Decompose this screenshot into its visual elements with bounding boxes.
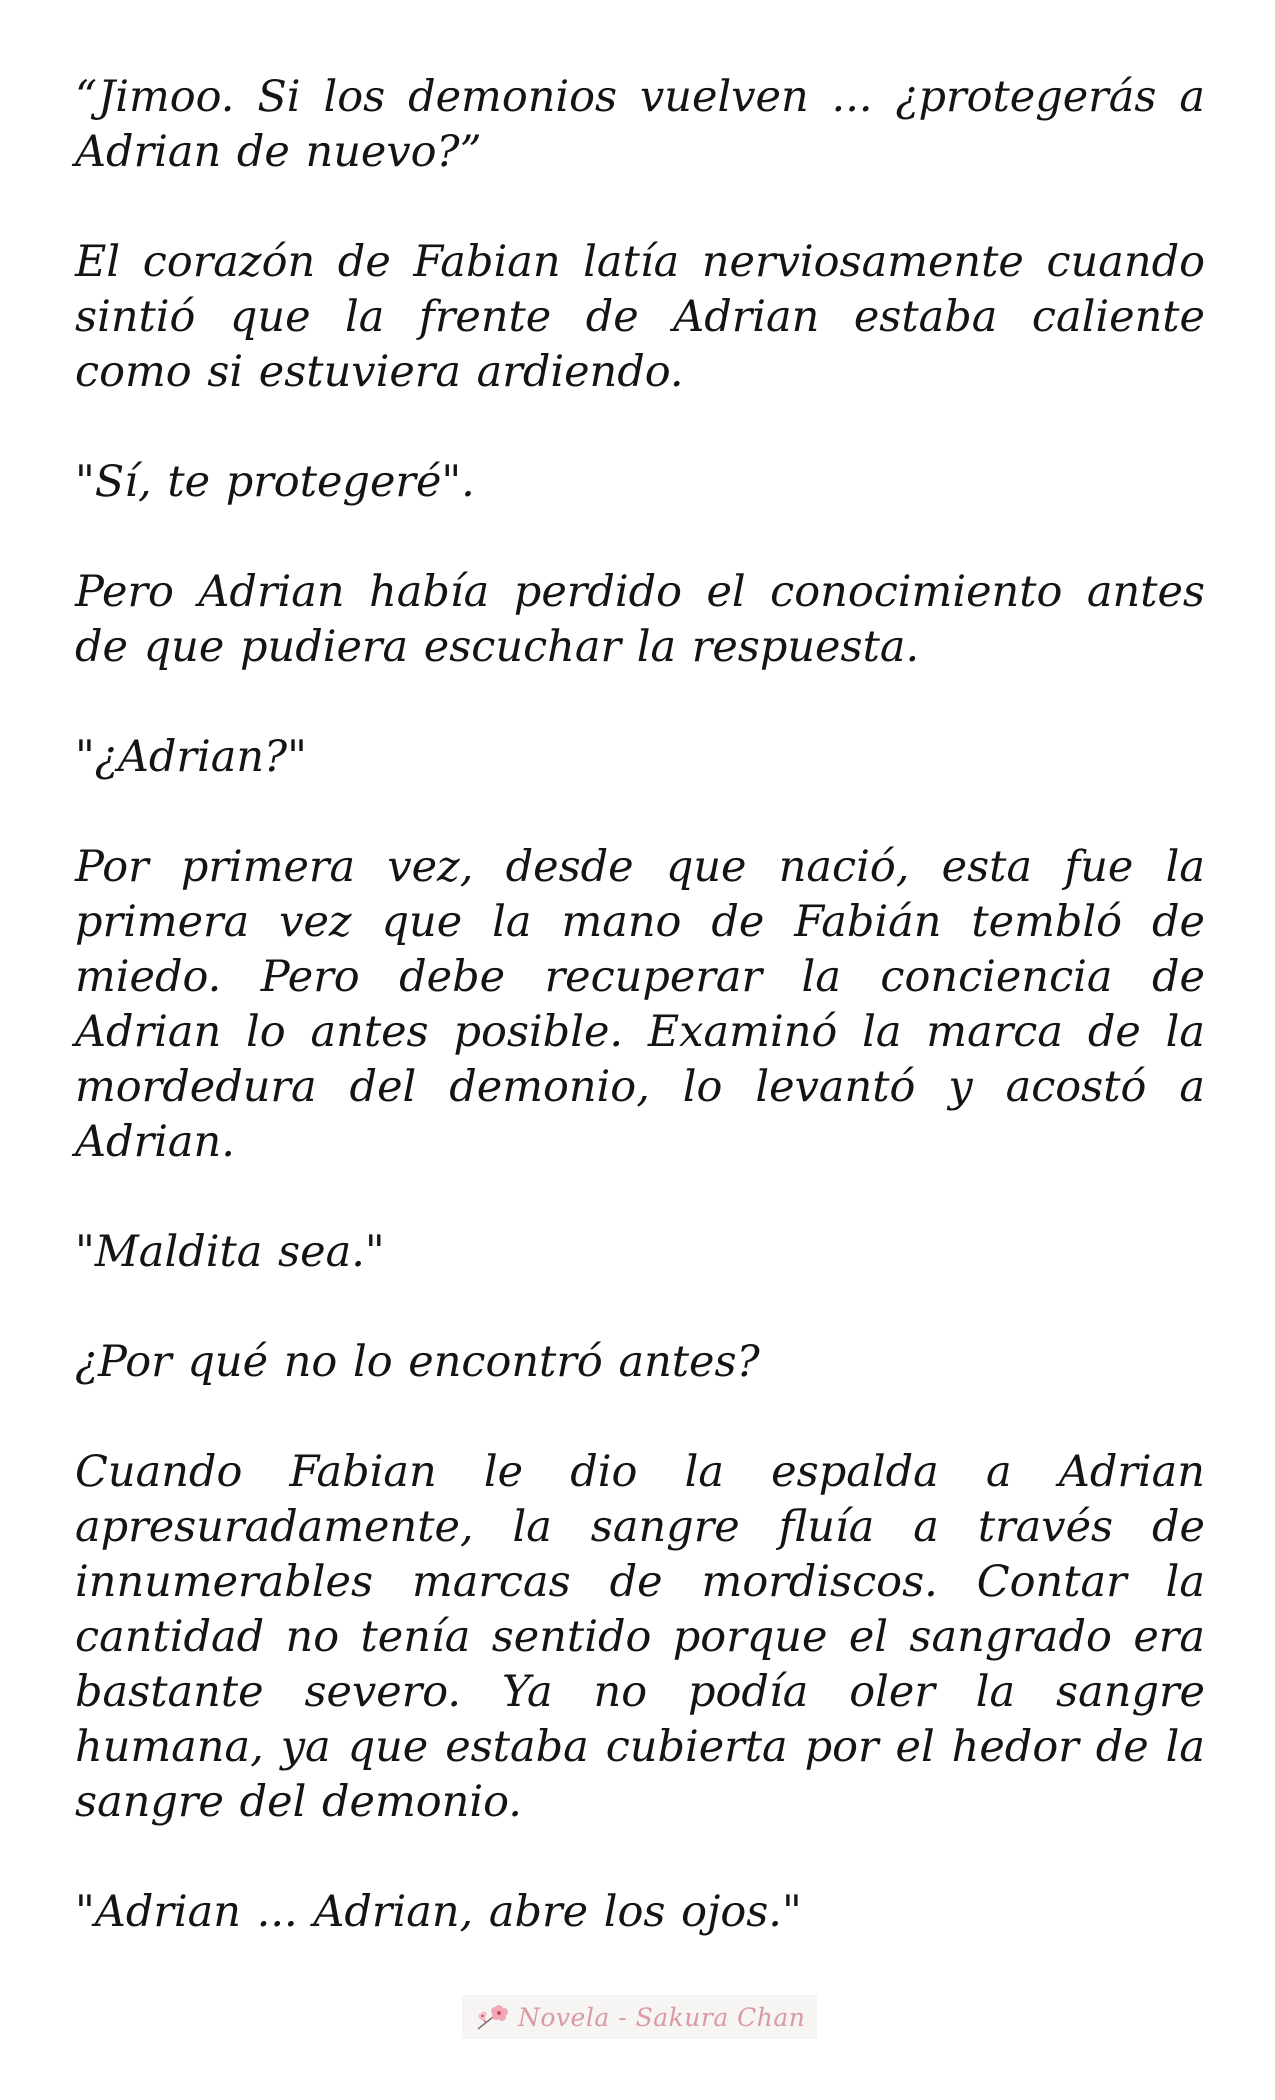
sakura-flower-icon [474,1999,510,2035]
paragraph-1: “Jimoo. Si los demonios vuelven ... ¿protegerás a Adrian de nuevo?” [75,72,1205,177]
paragraph-2: El corazón de Fabian latía nerviosamente cuando sintió que la frente de Adrian estaba caliente como si estuviera ardiendo. [75,237,1205,397]
paragraph-10: "Adrian ... Adrian, abre los ojos." [75,1887,802,1937]
watermark-text: Novela - Sakura Chan [518,2002,806,2032]
paragraph-6: Por primera vez, desde que nació, esta fue la primera vez que la mano de Fabián tembló de miedo. Pero debe recuperar la conciencia de Adrian lo antes posible. Examinó la marca de la mordedura del demonio, lo levantó y acostó a Adrian. [75,842,1205,1167]
paragraph-8: ¿Por qué no lo encontró antes? [75,1337,760,1387]
paragraph-4: Pero Adrian había perdido el conocimiento antes de que pudiera escuchar la respuesta. [75,567,1205,672]
paragraph-9: Cuando Fabian le dio la espalda a Adrian apresuradamente, la sangre fluía a través de innumerables marcas de mordiscos. Contar la cantidad no tenía sentido porque el sangrado era bastante severo. Ya no podía oler la sangre humana, ya que estaba cubierta por el hedor de la sangre del demonio. [75,1447,1205,1827]
watermark [462,1995,817,2039]
paragraph-5: "¿Adrian?" [75,732,307,782]
document-body [75,70,1205,1940]
paragraph-3: "Sí, te protegeré". [75,457,475,507]
paragraph-7: "Maldita sea." [75,1227,385,1277]
